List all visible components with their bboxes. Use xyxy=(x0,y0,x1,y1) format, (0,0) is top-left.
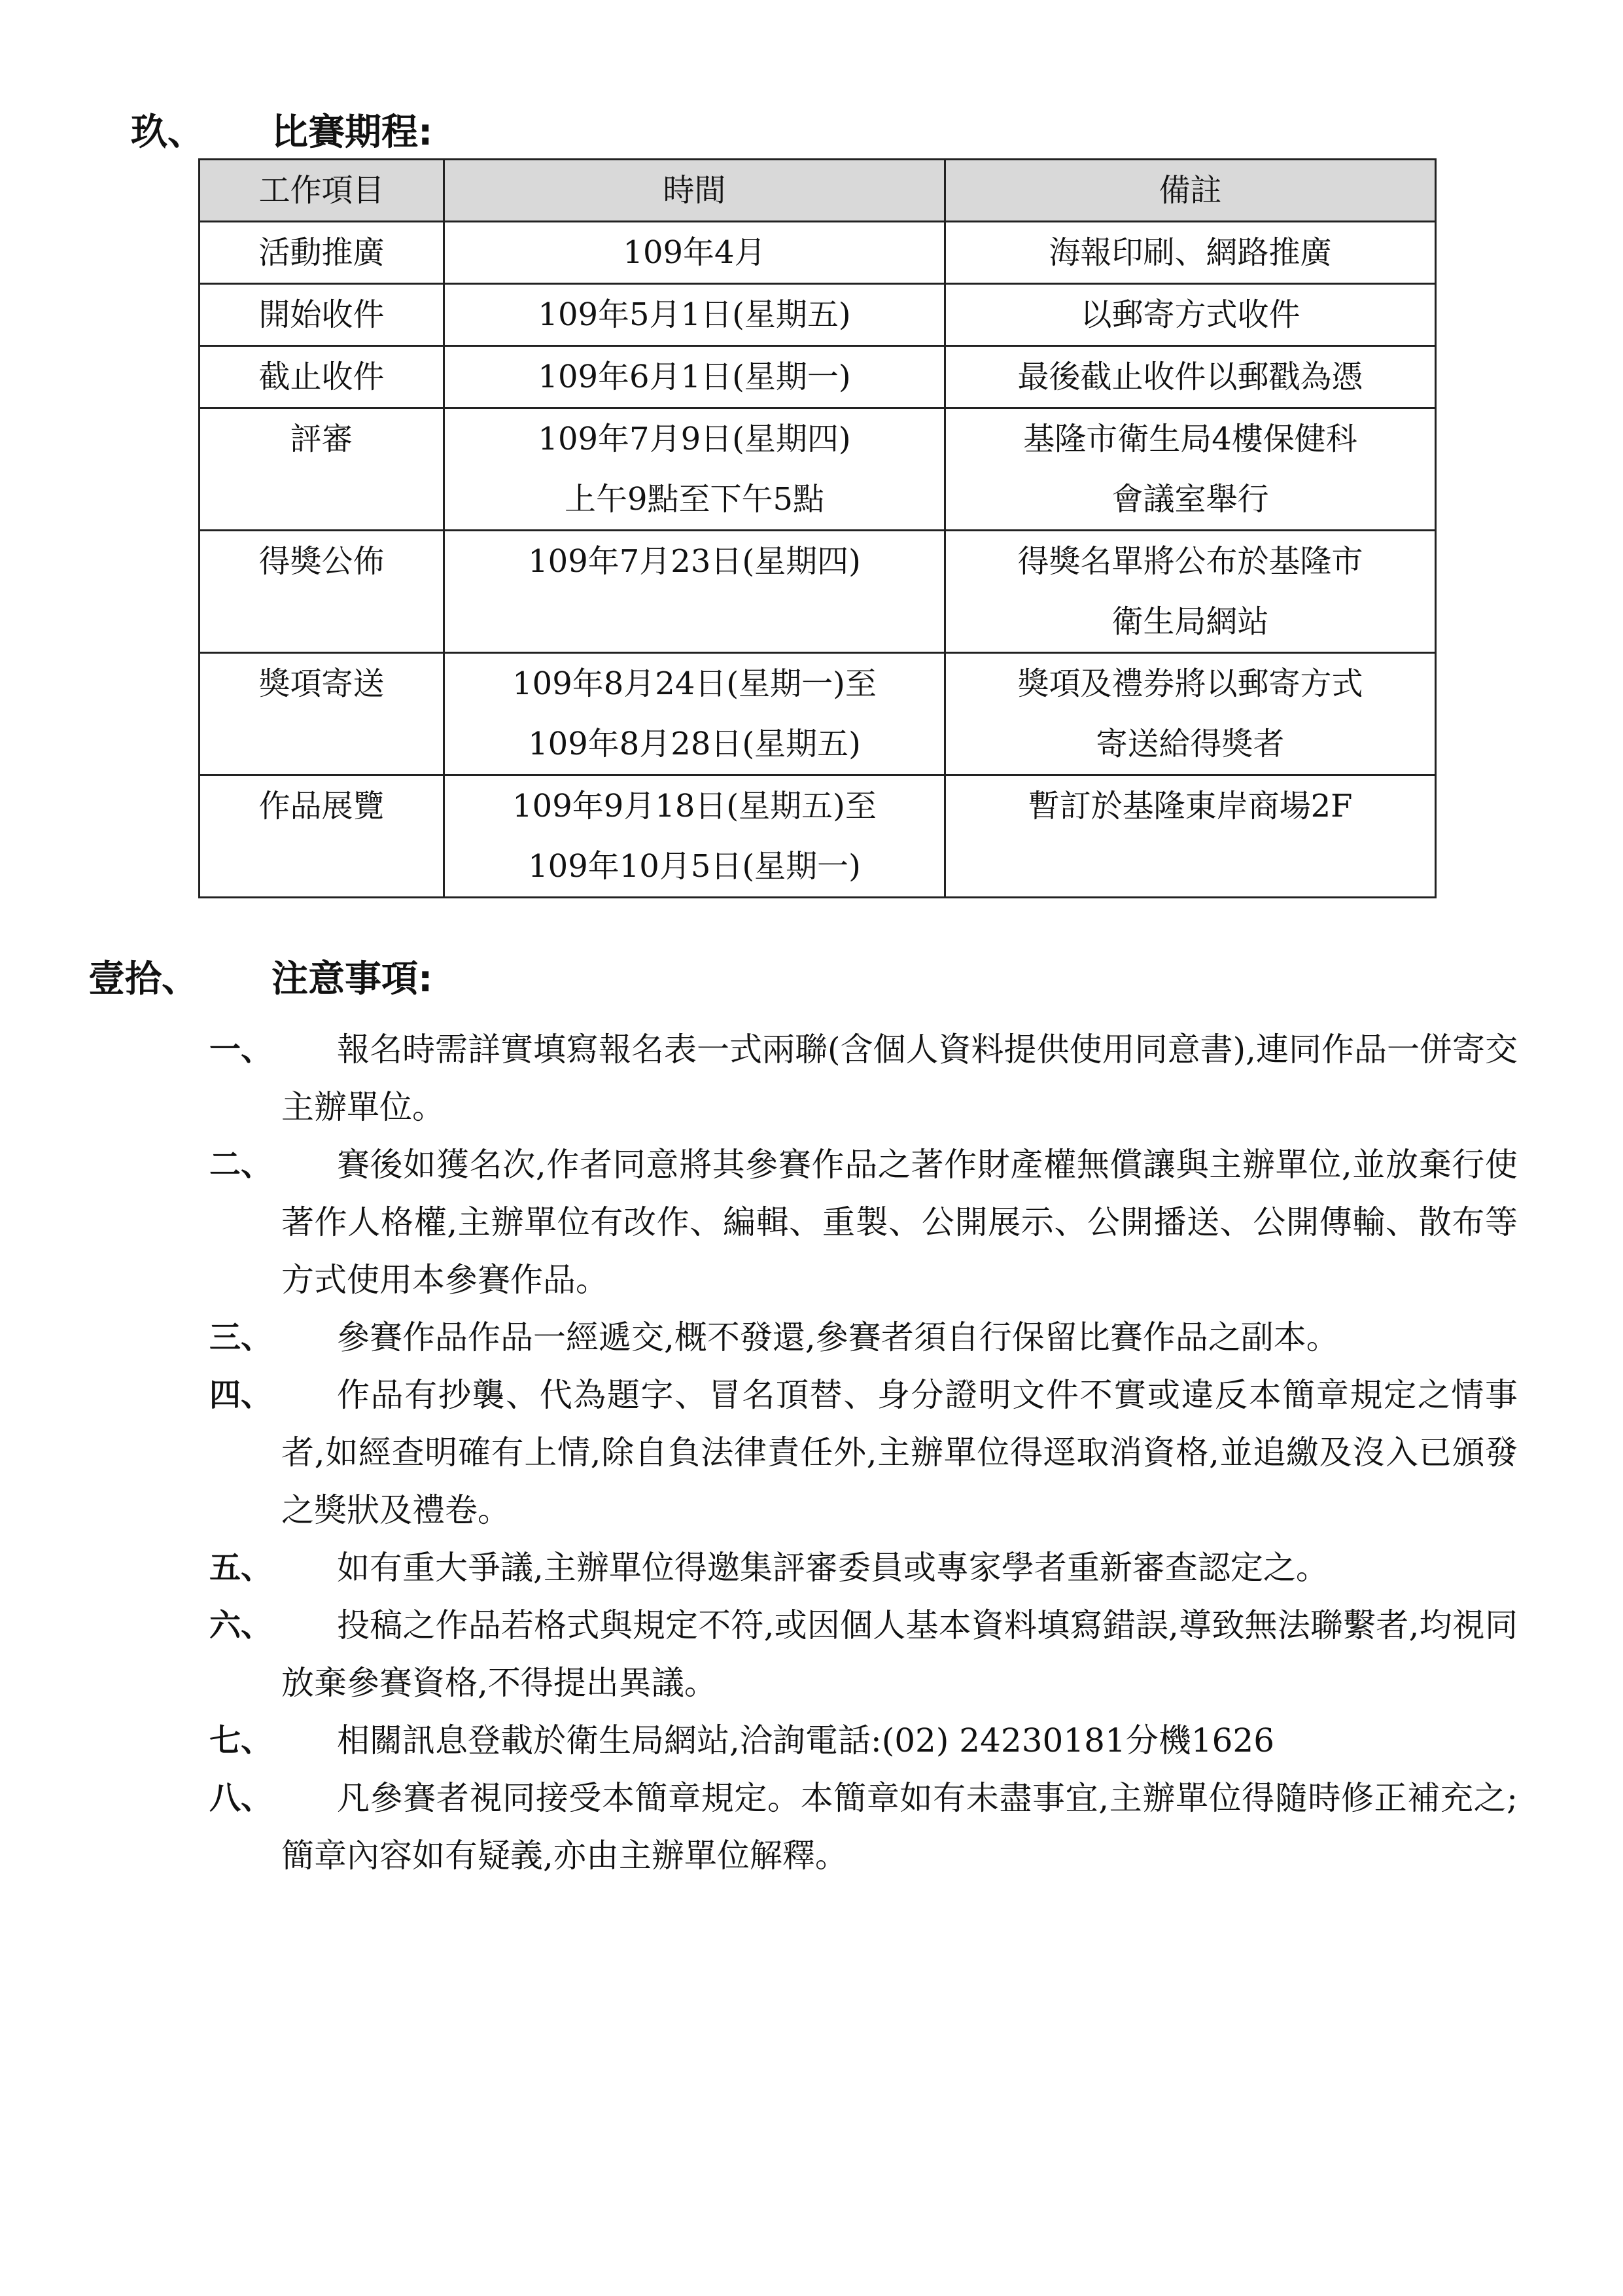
table-row xyxy=(200,531,1436,653)
row-note xyxy=(945,653,1436,775)
note-line: 以郵寄方式收件 xyxy=(1080,296,1300,333)
list-item xyxy=(209,1309,1518,1366)
note-line: 基隆市衛生局4樓保健科 xyxy=(1023,421,1357,457)
row-time xyxy=(444,653,945,775)
time-line: 上午9點至下午5點 xyxy=(564,481,825,518)
notice-text: 如有重大爭議,主辦單位得邀集評審委員或專家學者重新審查認定之。 xyxy=(337,1549,1329,1587)
row-item: 活動推廣 xyxy=(200,222,444,284)
section-9-number: 玖、 xyxy=(131,111,204,154)
table-row xyxy=(200,284,1436,346)
list-item xyxy=(209,1366,1518,1539)
section-10-title: 注意事項: xyxy=(271,958,433,1000)
notice-number: 三、 xyxy=(209,1319,273,1356)
list-item xyxy=(209,1021,1518,1136)
header-work-item: 工作項目 xyxy=(200,160,444,222)
notice-number: 六、 xyxy=(209,1607,273,1644)
time-line: 109年8月24日(星期一)至 xyxy=(512,665,877,702)
list-item xyxy=(209,1136,1518,1309)
row-time xyxy=(444,346,945,408)
note-line: 海報印刷、網路推廣 xyxy=(1049,234,1332,271)
row-item: 評審 xyxy=(200,408,444,531)
time-line: 109年5月1日(星期五) xyxy=(538,296,851,333)
list-item xyxy=(209,1712,1518,1769)
notice-text: 相關訊息登載於衛生局網站,洽詢電話:(02) 24230181分機1626 xyxy=(337,1722,1275,1759)
note-line: 得獎名單將公布於基隆市 xyxy=(1017,543,1363,580)
row-time xyxy=(444,775,945,898)
row-note xyxy=(945,531,1436,653)
row-note xyxy=(945,284,1436,346)
notice-number: 七、 xyxy=(209,1722,273,1759)
list-item xyxy=(209,1769,1518,1884)
note-line: 獎項及禮券將以郵寄方式 xyxy=(1017,665,1363,702)
notice-text: 參賽作品作品一經遞交,概不發還,參賽者須自行保留比賽作品之副本。 xyxy=(337,1318,1339,1356)
row-item: 得獎公佈 xyxy=(200,531,444,653)
list-item xyxy=(209,1597,1518,1712)
header-note: 備註 xyxy=(945,160,1436,222)
time-line: 109年9月18日(星期五)至 xyxy=(512,788,877,824)
notice-text: 賽後如獲名次,作者同意將其參賽作品之著作財產權無償讓與主辦單位,並放棄行使著作人格權,主辦單位有改作、編輯、重製、公開展示、公開播送、公開傳輸、散布等方式使用本參賽作品。 xyxy=(281,1146,1518,1299)
row-note xyxy=(945,222,1436,284)
time-line: 109年7月9日(星期四) xyxy=(538,421,851,457)
header-time: 時間 xyxy=(444,160,945,222)
row-item: 獎項寄送 xyxy=(200,653,444,775)
table-row xyxy=(200,653,1436,775)
time-line: 109年6月1日(星期一) xyxy=(538,359,851,395)
schedule-header-row xyxy=(200,160,1436,222)
row-item: 開始收件 xyxy=(200,284,444,346)
row-time xyxy=(444,222,945,284)
row-item: 作品展覽 xyxy=(200,775,444,898)
note-line: 衛生局網站 xyxy=(1111,603,1269,640)
list-item xyxy=(209,1539,1518,1597)
notice-text: 投稿之作品若格式與規定不符,或因個人基本資料填寫錯誤,導致無法聯繫者,均視同放棄參賽資格,不得提出異議。 xyxy=(281,1606,1518,1702)
notice-text: 作品有抄襲、代為題字、冒名頂替、身分證明文件不實或違反本簡章規定之情事者,如經查明確有上情,除自負法律責任外,主辦單位得逕取消資格,並追繳及沒入已頒發之獎狀及禮卷。 xyxy=(281,1376,1518,1529)
time-line: 109年4月 xyxy=(623,234,766,271)
time-line: 109年7月23日(星期四) xyxy=(528,543,861,580)
note-line: 寄送給得獎者 xyxy=(1096,726,1285,762)
notice-text: 凡參賽者視同接受本簡章規定。本簡章如有未盡事宜,主辦單位得隨時修正補充之;簡章內容如有疑義,亦由主辦單位解釋。 xyxy=(281,1779,1518,1875)
section-10-number: 壹拾、 xyxy=(88,958,198,1000)
row-item: 截止收件 xyxy=(200,346,444,408)
note-line: 最後截止收件以郵戳為憑 xyxy=(1017,359,1363,395)
row-time xyxy=(444,408,945,531)
note-line: 暫訂於基隆東岸商場2F xyxy=(1028,788,1353,824)
table-row xyxy=(200,222,1436,284)
schedule-table xyxy=(198,158,1437,898)
notice-number: 一、 xyxy=(209,1031,273,1068)
row-time xyxy=(444,531,945,653)
notice-list xyxy=(209,1021,1518,1884)
notice-number: 八、 xyxy=(209,1780,273,1816)
table-row xyxy=(200,775,1436,898)
section-9-title: 比賽期程: xyxy=(271,111,433,154)
row-note xyxy=(945,408,1436,531)
row-time xyxy=(444,284,945,346)
time-line xyxy=(450,592,939,652)
section-10-heading xyxy=(88,957,546,1002)
notice-number: 五、 xyxy=(209,1549,273,1586)
note-line: 會議室舉行 xyxy=(1111,481,1269,518)
notice-text: 報名時需詳實填寫報名表一式兩聯(含個人資料提供使用同意書),連同作品一併寄交主辦單位。 xyxy=(281,1031,1518,1126)
row-note xyxy=(945,775,1436,898)
table-row xyxy=(200,346,1436,408)
section-9-heading xyxy=(131,110,589,156)
notice-number: 二、 xyxy=(209,1146,273,1183)
row-note xyxy=(945,346,1436,408)
time-line: 109年10月5日(星期一) xyxy=(528,848,861,885)
notice-number: 四、 xyxy=(209,1377,273,1413)
table-row xyxy=(200,408,1436,531)
note-line xyxy=(951,836,1429,896)
time-line: 109年8月28日(星期五) xyxy=(528,726,861,762)
